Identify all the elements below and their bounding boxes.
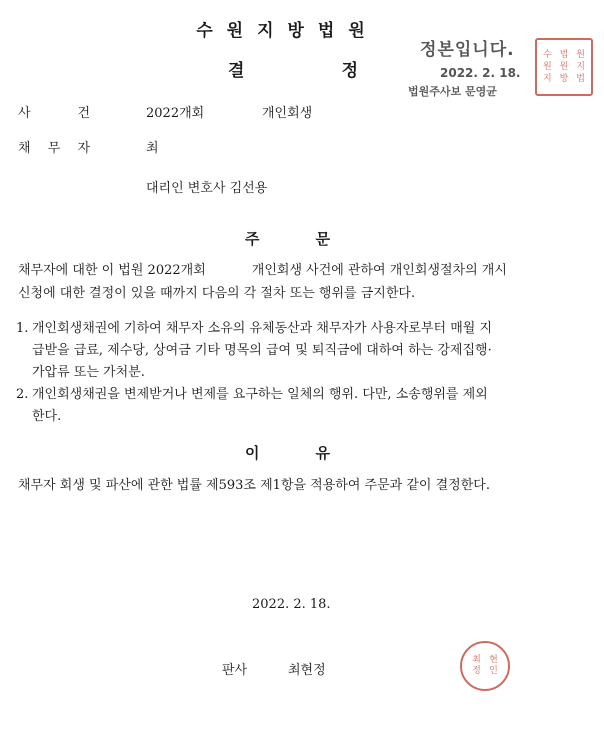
- court-name: 수원지방법원: [196, 21, 379, 41]
- order-intro-part: 개인회생 사건에 관하여 개인회생절차의 개시: [251, 263, 507, 278]
- debtor-label-char: 자: [77, 141, 90, 156]
- seal-char: 최: [472, 655, 481, 665]
- debtor-name: 최: [146, 141, 159, 156]
- order-heading-char: 주: [245, 230, 260, 248]
- judge-seal: [460, 641, 510, 691]
- court-seal: [535, 38, 593, 96]
- case-label: [18, 102, 90, 121]
- reason-heading-char: 유: [315, 444, 330, 462]
- representative: 대리인 변호사 김선용: [146, 181, 268, 196]
- certification-date: 2022. 2. 18.: [440, 66, 521, 80]
- case-label-char: 사: [18, 106, 31, 121]
- seal-char: 법: [576, 74, 585, 84]
- seal-char: 인: [489, 666, 498, 676]
- order-heading-char: 문: [315, 230, 330, 248]
- document-type-char: 정: [341, 61, 358, 81]
- decision-date: 2022. 2. 18.: [252, 597, 331, 612]
- list-item: [16, 384, 576, 428]
- seal-char: 원: [576, 50, 585, 60]
- list-item-line: 개인회생채권을 변제받거나 변제를 요구하는 일체의 행위. 다만, 소송행위를 제외: [32, 387, 488, 402]
- order-intro-part: 채무자에 대한 이 법원 2022개회: [18, 263, 206, 278]
- document-type: [228, 56, 358, 81]
- order-heading: [245, 228, 330, 249]
- list-item: [16, 318, 576, 384]
- reason-heading-char: 이: [245, 444, 260, 462]
- reason-text: 채무자 회생 및 파산에 관한 법률 제593조 제1항을 적용하여 주문과 같이 결정한다.: [18, 478, 490, 493]
- seal-char: 지: [576, 62, 585, 72]
- seal-char: 현: [489, 655, 498, 665]
- seal-char: 수: [542, 50, 552, 60]
- debtor-label-char: 채: [18, 141, 31, 156]
- certified-copy-stamp: 정본입니다.: [420, 40, 515, 60]
- seal-char: 원: [559, 62, 569, 72]
- order-intro: [18, 259, 578, 305]
- debtor-label: [18, 137, 90, 156]
- order-items: [16, 318, 576, 428]
- reason-heading: [245, 442, 330, 463]
- seal-char: 방: [559, 74, 569, 84]
- list-item-number: 2.: [16, 387, 29, 402]
- list-item-number: 1.: [16, 321, 29, 336]
- list-item-line: 한다.: [32, 409, 62, 424]
- list-item-line: 급받을 급료, 제수당, 상여금 기타 명목의 급여 및 퇴직금에 대하여 하는 강제집행·: [32, 343, 492, 358]
- list-item-line: 가압류 또는 가처분.: [32, 365, 145, 380]
- judge-title: 판사: [222, 663, 248, 678]
- certification-clerk: 법원주사보 문영균: [408, 85, 497, 98]
- seal-char: 정: [472, 666, 481, 676]
- judge-name: 최현정: [288, 663, 326, 678]
- seal-char: 원: [542, 62, 552, 72]
- seal-char: 법: [559, 50, 569, 60]
- list-item-line: 개인회생채권에 기하여 채무자 소유의 유체동산과 채무자가 사용자로부터 매월 지: [32, 321, 493, 336]
- case-number: 2022개회: [146, 106, 205, 121]
- case-name: 개인회생: [262, 106, 313, 121]
- order-intro-line: 신청에 대한 결정이 있을 때까지 다음의 각 절차 또는 행위를 금지한다.: [18, 286, 416, 301]
- seal-char: 지: [542, 74, 552, 84]
- case-label-char: 건: [77, 106, 90, 121]
- document-type-char: 결: [228, 61, 245, 81]
- debtor-label-char: 무: [47, 141, 61, 156]
